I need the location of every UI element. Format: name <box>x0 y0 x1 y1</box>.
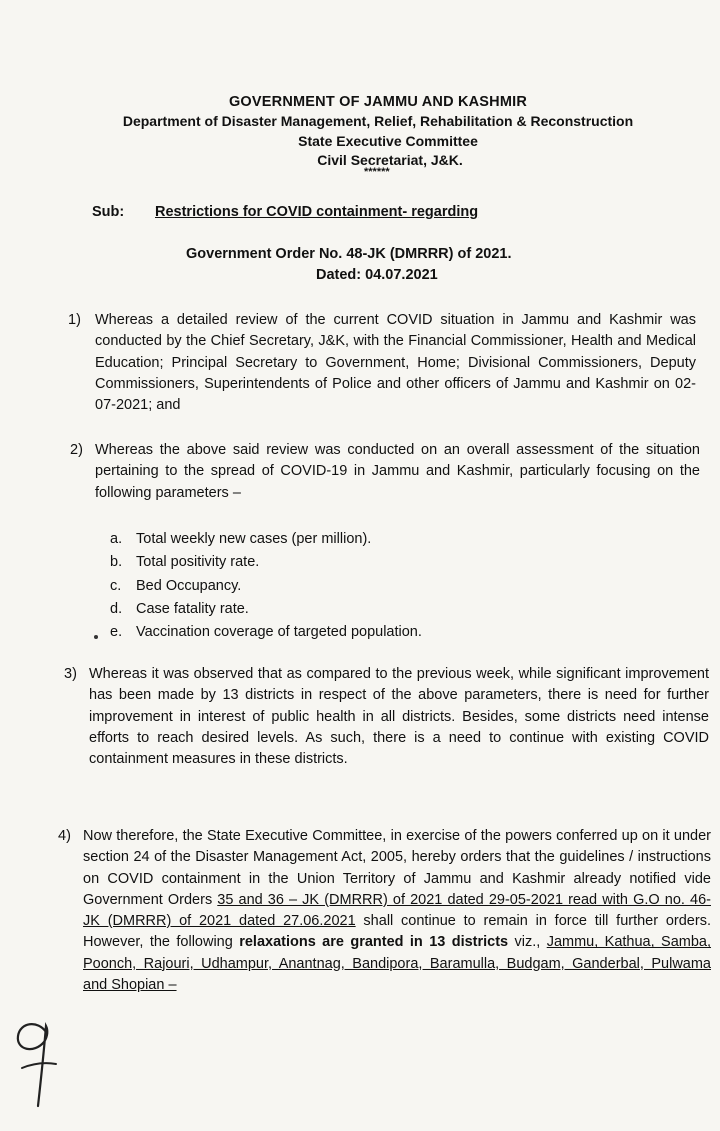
bullet-dot-icon <box>94 635 98 639</box>
list-item-label: c. <box>110 577 122 594</box>
header-committee: State Executive Committee <box>298 133 478 149</box>
paragraph-number: 1) <box>68 312 81 328</box>
list-item-label: d. <box>110 600 123 617</box>
list-item <box>110 621 422 644</box>
paragraph-text: Whereas a detailed review of the current COVID situation in Jammu and Kashmir was conducted by the Chief Secretary, J&K, with the Financial Commissioner, Health and Medical Education; Principal Secretary to Government, Home; Divisional Commissioners, Deputy Commissioners, Superintendents of Police and other officers of Jammu and Kashmir on 02-07-2021; and <box>95 312 696 414</box>
handwritten-signature-mark <box>8 1010 68 1110</box>
list-item-text: Total weekly new cases (per million). <box>136 531 372 547</box>
subject-text: Restrictions for COVID containment- regarding <box>155 204 479 220</box>
list-item-text: Vaccination coverage of targeted population. <box>136 624 422 641</box>
paragraph-text <box>83 826 711 996</box>
paragraph-text-segment: shall continue to remain in force till further orders. However, the following <box>83 913 711 951</box>
government-order-reference: 35 and 36 – JK (DMRRR) of 2021 dated 29-05-2021 read with G.O no. 46- JK (DMRRR) of 2021 dated 27.06.2021 <box>83 891 711 930</box>
list-item-text: Total positivity rate. <box>136 554 260 571</box>
list-item <box>110 551 422 574</box>
paragraph-text: Whereas it was observed that as compared to the previous week, while significant improvement has been made by 13 districts in respect of the above parameters, there is need for further improvement in interest of public health in all districts. Besides, some districts need intense efforts to reach desired levels. As such, there is a need to continue with existing COVID containment measures in these districts. <box>89 666 709 768</box>
header-government: GOVERNMENT OF JAMMU AND KASHMIR <box>228 94 528 110</box>
paragraph-number: 2) <box>70 442 83 458</box>
order-number: Government Order No. 48-JK (DMRRR) of 2021. <box>186 246 512 262</box>
order-date: Dated: 04.07.2021 <box>316 267 438 283</box>
header-address: Civil Secretariat, J&K. <box>317 152 463 168</box>
list-item-label: b. <box>110 554 123 571</box>
paragraph-number: 3) <box>64 666 77 682</box>
districts-list: Jammu, Kathua, Samba, Poonch, Rajouri, Udhampur, Anantnag, Bandipora, Baramulla, Budgam, Ganderbal, Pulwama and Shopian – <box>83 934 712 994</box>
list-item <box>110 528 422 551</box>
list-item-text: Bed Occupancy. <box>136 577 242 594</box>
relaxations-emphasis: relaxations are granted in 13 districts <box>239 934 509 951</box>
paragraph-text: Whereas the above said review was conducted on an overall assessment of the situation pertaining to the spread of COVID-19 in Jammu and Kashmir, particularly focusing on the following parameters – <box>95 442 700 501</box>
list-item-label: a. <box>110 531 123 547</box>
list-item <box>110 575 422 598</box>
parameters-list <box>110 528 422 644</box>
paragraph-number: 4) <box>58 828 71 844</box>
list-item-label: e. <box>110 624 123 641</box>
list-item <box>110 598 422 621</box>
paragraph-text-segment: Now therefore, the State Executive Committee, in exercise of the powers conferred up on it under section 24 of the Disaster Management Act, 2005, hereby orders that the guidelines / instructions on COVID containment in the Union Territory of Jammu and Kashmir already notified vide Government Orders <box>83 828 711 908</box>
subject-label: Sub: <box>92 204 125 220</box>
header-department: Department of Disaster Management, Relief, Rehabilitation & Reconstruction <box>122 113 634 129</box>
list-item-text: Case fatality rate. <box>136 600 249 617</box>
header-stars-divider: ****** <box>364 166 390 178</box>
paragraph-text-segment: viz., <box>508 934 547 951</box>
